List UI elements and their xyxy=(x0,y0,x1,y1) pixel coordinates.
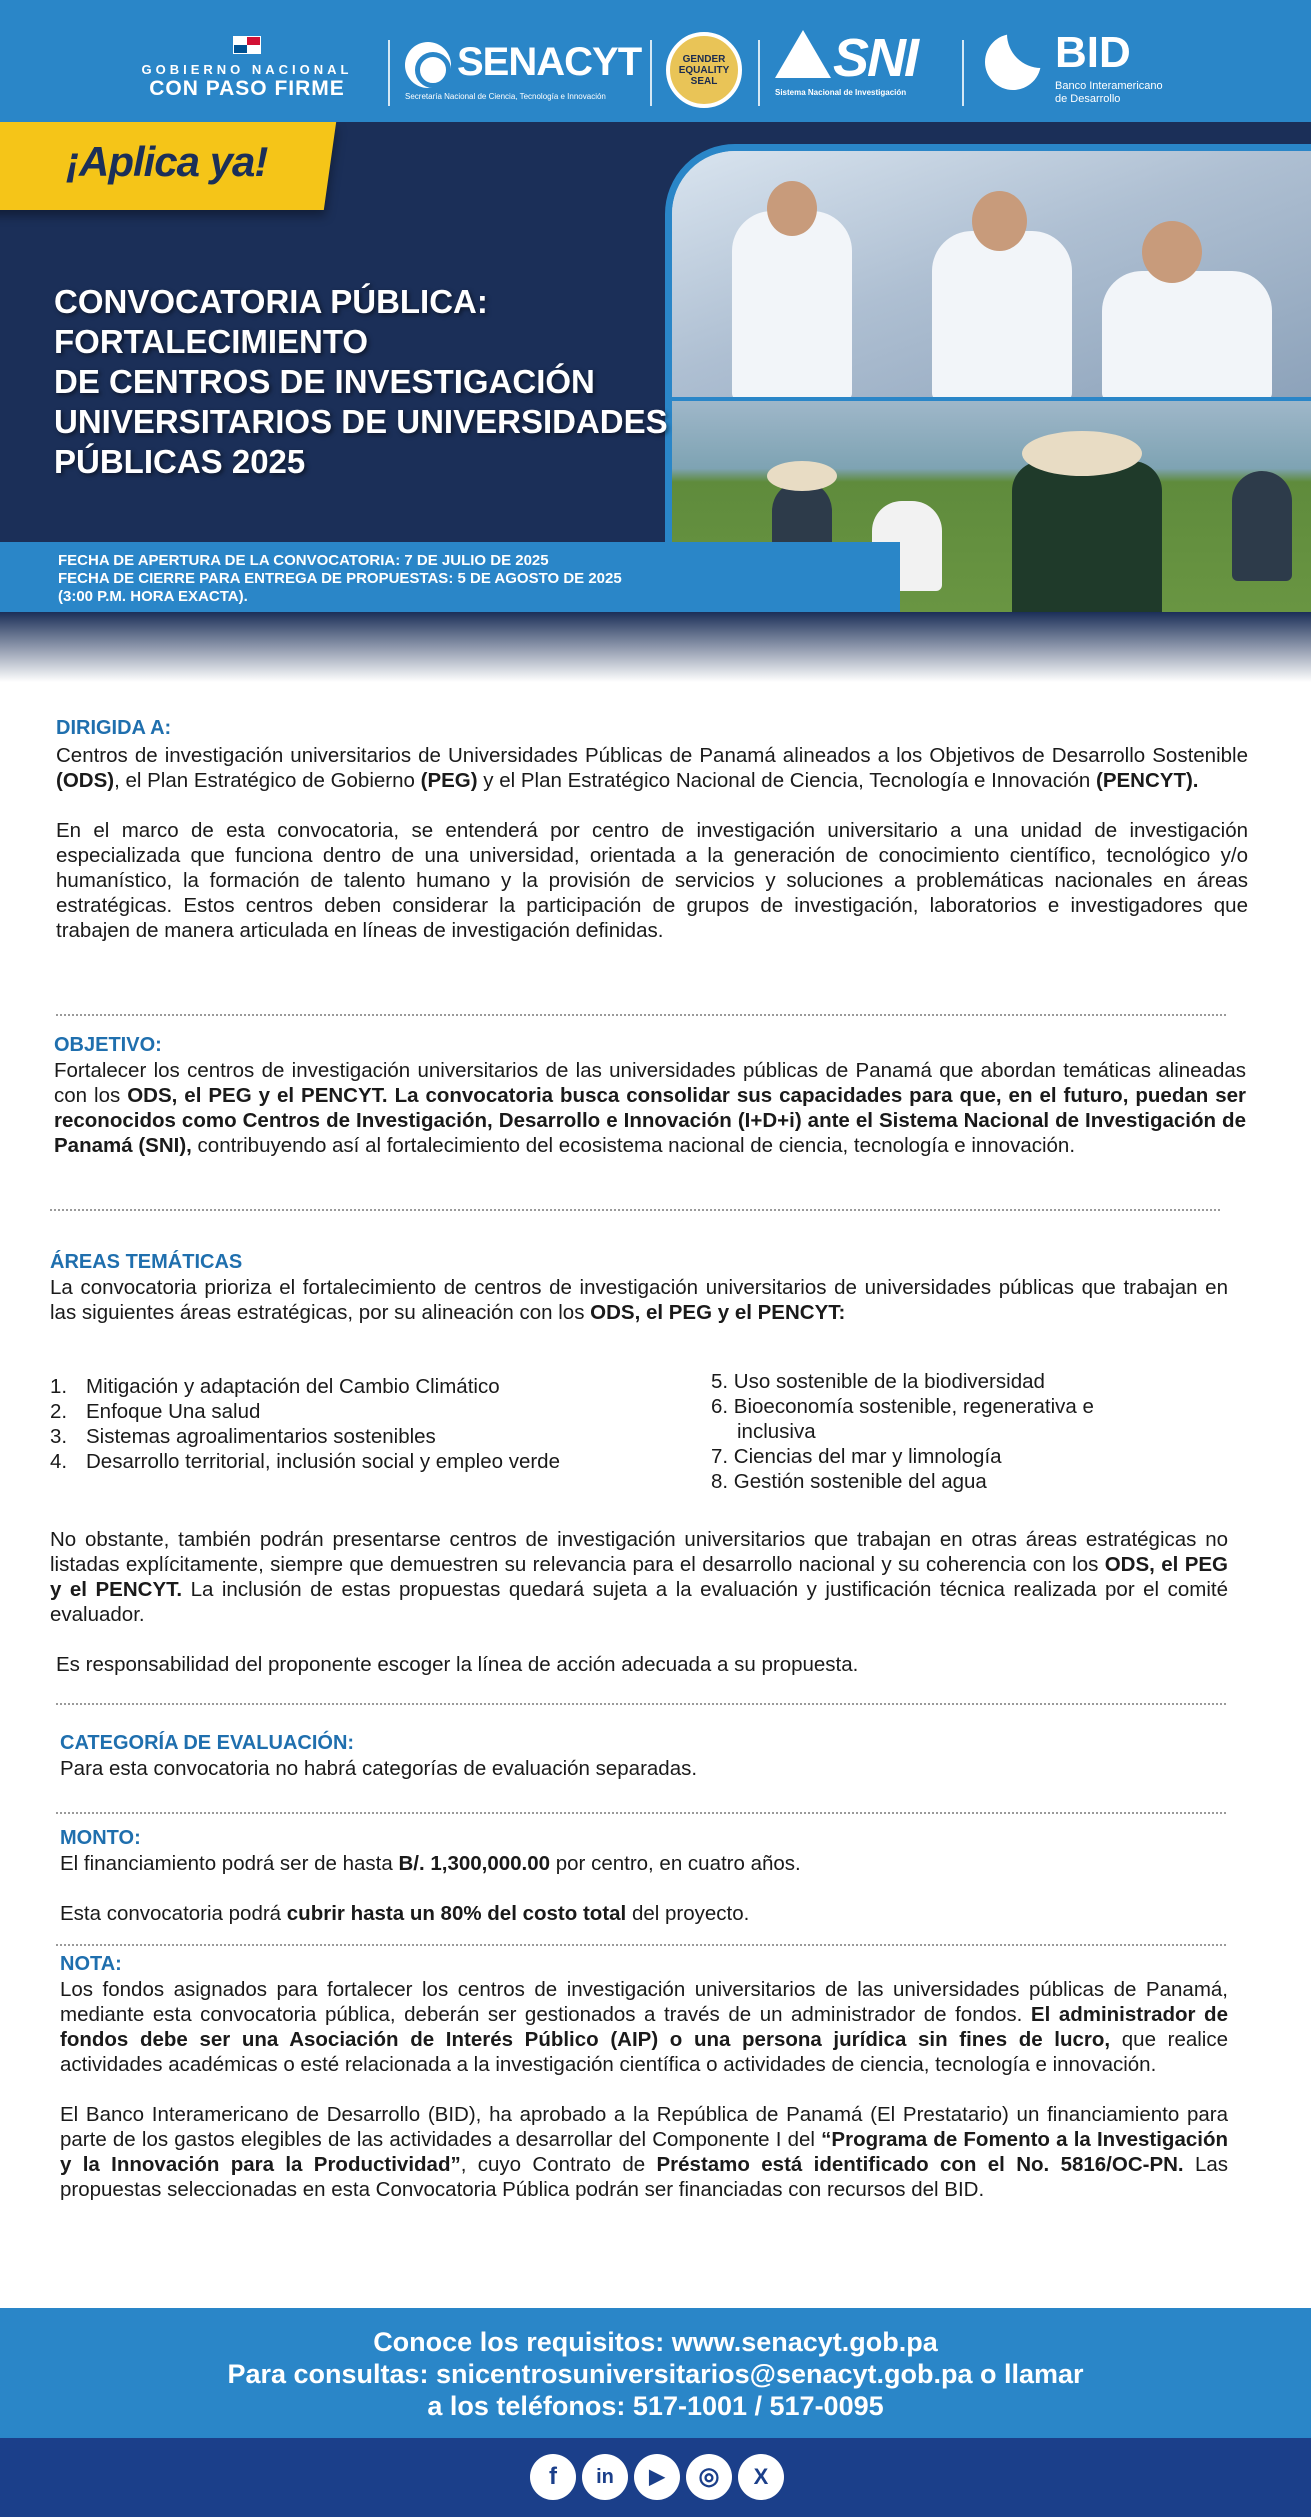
section-divider xyxy=(56,1812,1226,1814)
instagram-icon[interactable]: ◎ xyxy=(686,2454,732,2500)
monto-paragraph-2: Esta convocatoria podrá cubrir hasta un 80% del costo total del proyecto. xyxy=(60,1902,750,1925)
sni-name: SNI xyxy=(833,28,918,88)
gobierno-small-text: GOBIERNO NACIONAL xyxy=(141,62,353,77)
footer-contact xyxy=(0,2308,1311,2438)
section-categoria xyxy=(60,1731,1252,1781)
footer-website[interactable]: Conoce los requisitos: www.senacyt.gob.pa xyxy=(373,2327,938,2357)
senacyt-logo xyxy=(405,40,642,104)
lab-scientists-image xyxy=(672,151,1311,401)
nota-paragraph-2: El Banco Interamericano de Desarrollo (BID), ha aprobado a la República de Panamá (El Prestatario) un financiamiento para parte de los gastos elegibles de las actividades a desarrollar del Componente I del “Programa de Fomento a la Investigación y la Innovación para la Productividad”, cuyo Contrato de Préstamo está identificado con el No. 5816/OC-PN. Las propuestas seleccionadas en esta Convocatoria Pública podrán ser financiadas con recursos del BID. xyxy=(60,2103,1229,2201)
linkedin-icon[interactable]: in xyxy=(582,2454,628,2500)
sni-logo xyxy=(775,30,945,100)
apply-now-text: ¡Aplica ya! xyxy=(66,138,268,185)
dirigida-paragraph-2: En el marco de esta convocatoria, se entenderá por centro de investigación universitario a una unidad de investigación especializada que funciona dentro de una universidad, orientada a la generación de conocimiento científico, tecnológico y/o humanístico, la formación de talento humano y la provisión de servicios y soluciones a problemáticas nacionales en áreas estratégicas. Estos centros deben considerar la participación de grupos de investigación, laboratorios e investigadores que trabajen de manera articulada en líneas de investigación definidas. xyxy=(56,819,1248,942)
objetivo-heading: OBJETIVO: xyxy=(54,1034,162,1056)
hero-banner xyxy=(0,122,1311,682)
panama-flag-icon xyxy=(233,36,261,54)
hero-title-line: CONVOCATORIA PÚBLICA: xyxy=(54,283,488,320)
bid-logo xyxy=(985,28,1165,108)
section-areas xyxy=(50,1250,1228,1325)
gobierno-big-text: CON PASO FIRME xyxy=(149,77,345,100)
section-divider xyxy=(50,1209,1220,1211)
areas-intro: La convocatoria prioriza el fortalecimiento de centros de investigación universitarios de universidades públicas que trabajan en las siguientes áreas estratégicas, por su alineación con los ODS, el PEG y el PENCYT: xyxy=(50,1276,1228,1324)
youtube-icon[interactable]: ▶ xyxy=(634,2454,680,2500)
objetivo-paragraph: Fortalecer los centros de investigación universitarios de las universidades públicas de Panamá que abordan temáticas alineadas con los ODS, el PEG y el PENCYT. La convocatoria busca consolidar sus capacidades para que, en el futuro, puedan ser reconocidos como Centros de Investigación, Desarrollo e Innovación (I+D+i) ante el Sistema Nacional de Investigación de Panamá (SNI), contribuyendo así al fortalecimiento del ecosistema nacional de ciencia, tecnología e innovación. xyxy=(54,1059,1247,1157)
sni-mark-icon xyxy=(775,30,831,78)
areas-paragraph-2: No obstante, también podrán presentarse centros de investigación universitarios que trabajan en otras áreas estratégicas no listadas explícitamente, siempre que demuestren su relevancia para el desarrollo nacional y su coherencia con los ODS, el PEG y el PENCYT. La inclusión de estas propuestas quedará sujeta a la evaluación y justificación técnica realizada por el comité evaluador. xyxy=(50,1528,1228,1626)
list-item: 4. Desarrollo territorial, inclusión social y empleo verde xyxy=(50,1450,560,1473)
hero-title-line: PÚBLICAS 2025 xyxy=(54,443,306,480)
section-divider xyxy=(56,1944,1226,1946)
list-item: 6. Bioeconomía sostenible, regenerativa e xyxy=(711,1395,1094,1418)
categoria-text: Para esta convocatoria no habrá categorías de evaluación separadas. xyxy=(60,1757,698,1780)
opening-date: FECHA DE APERTURA DE LA CONVOCATORIA: 7 DE JULIO DE 2025 xyxy=(58,552,549,569)
senacyt-name: SENACYT xyxy=(457,40,642,84)
list-item: 1. Mitigación y adaptación del Cambio Climático xyxy=(50,1375,500,1398)
bid-mark-icon xyxy=(985,34,1041,90)
x-icon[interactable]: X xyxy=(738,2454,784,2500)
dirigida-paragraph-1: Centros de investigación universitarios de Universidades Públicas de Panamá alineados a los Objetivos de Desarrollo Sostenible (ODS), el Plan Estratégico de Gobierno (PEG) y el Plan Estratégico Nacional de Ciencia, Tecnología e Innovación (PENCYT). xyxy=(56,744,1248,792)
logo-bar xyxy=(0,0,1311,122)
footer-social-bar xyxy=(0,2438,1311,2517)
gender-equality-seal: GENDER EQUALITY SEAL xyxy=(666,32,742,108)
list-item: 3. Sistemas agroalimentarios sostenibles xyxy=(50,1425,436,1448)
section-objetivo xyxy=(54,1033,1246,1158)
sni-sub: Sistema Nacional de Investigación xyxy=(775,88,907,97)
bid-sub: Banco Interamericano de Desarrollo xyxy=(1055,80,1163,105)
section-monto xyxy=(60,1826,1252,1926)
areas-body xyxy=(50,1527,1228,1677)
logo-divider xyxy=(650,40,652,106)
senacyt-mark-icon xyxy=(405,42,451,88)
section-divider xyxy=(56,1703,1226,1705)
list-item: 7. Ciencias del mar y limnología xyxy=(711,1445,1002,1468)
dirigida-heading: DIRIGIDA A: xyxy=(56,717,172,739)
dates-band xyxy=(0,542,900,614)
list-item: 5. Uso sostenible de la biodiversidad xyxy=(711,1370,1045,1393)
hero-title-line: UNIVERSITARIOS DE UNIVERSIDADES xyxy=(54,403,668,440)
areas-list-left xyxy=(50,1374,690,1474)
footer-phones: a los teléfonos: 517-1001 / 517-0095 xyxy=(427,2391,884,2421)
areas-list-right xyxy=(711,1369,1231,1494)
dirigida-body xyxy=(56,743,1248,943)
section-divider xyxy=(56,1014,1226,1016)
closing-time: (3:00 P.M. HORA EXACTA). xyxy=(58,588,248,605)
closing-date: FECHA DE CIERRE PARA ENTREGA DE PROPUESTAS: 5 DE AGOSTO DE 2025 xyxy=(58,570,622,587)
facebook-icon[interactable]: f xyxy=(530,2454,576,2500)
list-item-continuation: inclusiva xyxy=(737,1420,816,1443)
areas-paragraph-3: Es responsabilidad del proponente escoger la línea de acción adecuada a su propuesta. xyxy=(56,1653,859,1676)
section-nota xyxy=(60,1952,1228,2202)
logo-divider xyxy=(388,40,390,106)
logo-divider xyxy=(758,40,760,106)
bid-name: BID xyxy=(1055,28,1131,77)
dates-text xyxy=(58,552,622,606)
logo-divider xyxy=(962,40,964,106)
categoria-heading: CATEGORÍA DE EVALUACIÓN: xyxy=(60,1732,355,1754)
areas-heading: ÁREAS TEMÁTICAS xyxy=(50,1251,243,1273)
list-item: 2. Enfoque Una salud xyxy=(50,1400,261,1423)
nota-paragraph-1: Los fondos asignados para fortalecer los centros de investigación universitarios de las universidades públicas de Panamá, mediante esta convocatoria pública, deberán ser gestionados a través de un administrador de fondos. El administrador de fondos debe ser una Asociación de Interés Público (AIP) o una persona jurídica sin fines de lucro, que realice actividades académicas o esté relacionada a la investigación científica o actividades de ciencia, tecnología e innovación. xyxy=(60,1978,1229,2076)
hero-title xyxy=(54,282,754,482)
nota-heading: NOTA: xyxy=(60,1953,122,1975)
monto-heading: MONTO: xyxy=(60,1827,141,1849)
hero-title-line: DE CENTROS DE INVESTIGACIÓN xyxy=(54,363,595,400)
senacyt-sub: Secretaría Nacional de Ciencia, Tecnología e Innovación xyxy=(405,92,606,101)
footer-email[interactable]: Para consultas: snicentrosuniversitarios@senacyt.gob.pa o llamar xyxy=(227,2359,1084,2389)
monto-paragraph-1: El financiamiento podrá ser de hasta B/. 1,300,000.00 por centro, en cuatro años. xyxy=(60,1852,801,1875)
hero-title-line: FORTALECIMIENTO xyxy=(54,323,369,360)
section-dirigida xyxy=(56,716,1248,741)
list-item: 8. Gestión sostenible del agua xyxy=(711,1470,987,1493)
gobierno-nacional-logo xyxy=(122,36,372,106)
